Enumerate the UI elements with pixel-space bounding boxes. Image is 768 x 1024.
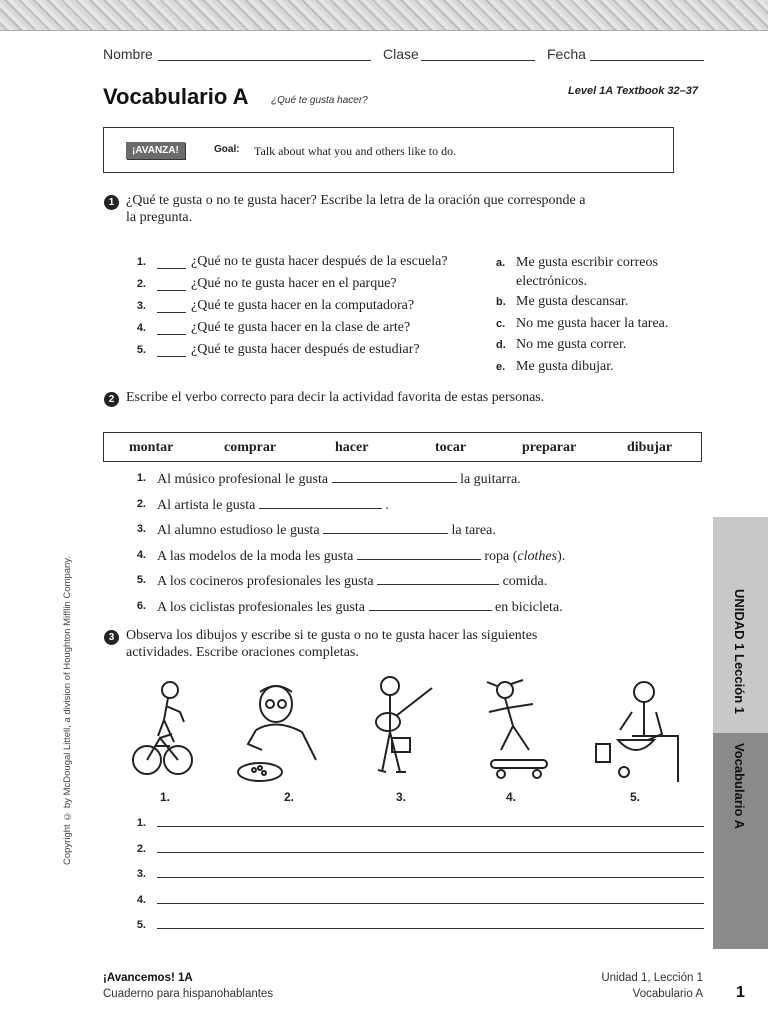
option-text-line1: Me gusta descansar.	[516, 294, 629, 309]
answer-number: 5.	[136, 919, 146, 931]
fecha-line[interactable]	[590, 60, 704, 61]
word-bank-item: hacer	[335, 440, 369, 455]
question-number: 5.	[136, 344, 146, 356]
option-text-line1: Me gusta dibujar.	[516, 359, 614, 374]
answer-number: 4.	[136, 893, 146, 906]
option-text-line1: No me gusta correr.	[516, 337, 627, 352]
eating-pizza-icon	[232, 680, 324, 784]
sentence-start: Al músico profesional le gusta	[157, 472, 329, 487]
answer-blank[interactable]	[157, 254, 186, 269]
option-text	[516, 292, 628, 311]
section-1-instruction	[126, 192, 585, 226]
option-text	[516, 357, 614, 376]
answer-blank[interactable]	[157, 298, 186, 313]
page-subtitle: ¿Qué te gusta hacer?	[271, 95, 368, 106]
option-letter: a.	[496, 257, 506, 269]
option-letter: e.	[496, 361, 506, 373]
cyclist-icon	[130, 676, 196, 784]
section-1-instruction-line2: la pregunta.	[126, 210, 193, 225]
option-text	[516, 314, 668, 333]
question-text: ¿Qué no te gusta hacer después de la escuela?	[191, 254, 448, 269]
section-3-number: 3	[104, 630, 119, 645]
option-text-line2: electrónicos.	[516, 274, 588, 289]
picture-label: 3.	[396, 790, 407, 804]
verb-blank[interactable]	[357, 547, 481, 560]
answer-blank[interactable]	[157, 320, 186, 335]
textbook-reference: Level 1A Textbook 32–37	[568, 85, 699, 97]
unit-side-tab	[713, 517, 768, 733]
question-number: 4.	[136, 322, 146, 334]
sentence-end: comida.	[502, 574, 548, 589]
verb-blank[interactable]	[259, 496, 382, 509]
sentence-italic: clothes	[517, 548, 558, 564]
copyright-notice: Copyright © by McDougal Littell, a division of Houghton Mifflin Company.	[62, 556, 73, 865]
fill-in-sentence	[157, 572, 547, 590]
word-bank-item: dibujar	[627, 440, 673, 455]
verb-blank[interactable]	[369, 598, 492, 611]
vocab-side-tab-label: Vocabulario A	[732, 743, 747, 829]
word-bank-item: comprar	[224, 440, 277, 455]
word-bank-item: tocar	[435, 440, 467, 455]
sentence-end: ropa (	[484, 548, 518, 564]
fill-in-sentence	[157, 521, 496, 539]
verb-blank[interactable]	[323, 521, 448, 534]
sentence-start: A los cocineros profesionales les gusta	[157, 574, 374, 589]
clase-line[interactable]	[421, 60, 535, 61]
answer-line[interactable]	[157, 826, 704, 827]
fecha-label: Fecha	[547, 46, 586, 62]
item-number: 6.	[136, 599, 146, 612]
footer-book-title: ¡Avancemos! 1A	[103, 972, 193, 984]
cooking-icon	[592, 678, 688, 784]
footer-section: Vocabulario A	[632, 988, 703, 1000]
verb-blank[interactable]	[332, 470, 457, 483]
answer-line[interactable]	[157, 928, 704, 929]
goal-box	[103, 127, 674, 173]
word-bank-item: preparar	[522, 440, 577, 455]
answer-blank[interactable]	[157, 342, 186, 357]
question-text: ¿Qué te gusta hacer en la computadora?	[191, 298, 415, 313]
question-number: 2.	[136, 278, 146, 290]
sentence-end: la guitarra.	[460, 472, 521, 487]
skateboarder-icon	[483, 676, 555, 784]
question-text: ¿Qué te gusta hacer después de estudiar?	[191, 342, 420, 357]
avanza-badge: ¡AVANZA!	[126, 142, 185, 159]
picture-label: 5.	[630, 790, 641, 804]
answer-line[interactable]	[157, 852, 704, 853]
footer-book-subtitle: Cuaderno para hispanohablantes	[103, 988, 274, 1000]
section-3-instruction	[126, 627, 537, 661]
nombre-label: Nombre	[103, 46, 153, 62]
sentence-start: Al artista le gusta	[157, 497, 256, 513]
option-text-line1: No me gusta hacer la tarea.	[516, 316, 669, 331]
fill-in-sentence	[157, 470, 521, 488]
sentence-end: en bicicleta.	[495, 599, 563, 615]
answer-number: 2.	[136, 842, 146, 855]
footer-unit: Unidad 1, Lección 1	[601, 972, 703, 984]
answer-number: 1.	[136, 817, 146, 829]
item-number: 3.	[136, 523, 146, 535]
option-letter: d.	[496, 339, 506, 351]
question-number: 1.	[136, 256, 146, 268]
section-2-instruction: Escribe el verbo correcto para decir la actividad favorita de estas personas.	[126, 390, 545, 405]
section-3-instruction-line2: actividades. Escribe oraciones completas.	[126, 645, 359, 660]
clase-label: Clase	[383, 46, 419, 62]
option-letter: c.	[496, 318, 506, 330]
fill-in-sentence	[157, 598, 563, 616]
option-text	[516, 335, 626, 354]
section-1-number: 1	[104, 195, 119, 210]
section-2-number: 2	[104, 392, 119, 407]
sentence-start: A las modelos de la moda les gusta	[157, 548, 354, 564]
word-bank-item: montar	[129, 440, 174, 455]
guitar-player-icon	[368, 672, 438, 784]
decorative-header-band	[0, 0, 768, 31]
section-3-instruction-line1: Observa los dibujos y escribe si te gusta o no te gusta hacer las siguientes	[126, 628, 538, 643]
unit-side-tab-label: UNIDAD 1 Lección 1	[732, 589, 747, 714]
goal-label: Goal:	[214, 144, 240, 155]
sentence-end: .	[385, 497, 389, 513]
fill-in-sentence	[157, 547, 565, 565]
picture-label: 1.	[160, 790, 171, 804]
fill-in-sentence	[157, 496, 389, 514]
goal-text: Talk about what you and others like to do.	[254, 144, 457, 158]
nombre-line[interactable]	[158, 60, 371, 61]
sentence-end-punct: ).	[557, 548, 566, 564]
item-number: 5.	[136, 574, 146, 586]
item-number: 2.	[136, 497, 146, 510]
word-bank	[103, 432, 702, 462]
item-number: 4.	[136, 548, 146, 561]
question-text: ¿Qué te gusta hacer en la clase de arte?	[191, 320, 411, 335]
option-text	[516, 253, 658, 291]
question-text: ¿Qué no te gusta hacer en el parque?	[191, 276, 397, 291]
sentence-end: la tarea.	[451, 523, 496, 538]
option-text-line1: Me gusta escribir correos	[516, 255, 658, 270]
picture-label: 4.	[506, 790, 517, 804]
picture-label: 2.	[284, 790, 295, 804]
option-letter: b.	[496, 296, 506, 308]
page-number: 1	[736, 984, 745, 1001]
page-title: Vocabulario A	[103, 84, 249, 109]
answer-line[interactable]	[157, 903, 704, 904]
question-number: 3.	[136, 300, 146, 312]
answer-blank[interactable]	[157, 276, 186, 291]
vocab-side-tab	[713, 733, 768, 949]
answer-number: 3.	[136, 868, 146, 880]
sentence-start: Al alumno estudioso le gusta	[157, 523, 320, 538]
sentence-start: A los ciclistas profesionales les gusta	[157, 599, 366, 615]
verb-blank[interactable]	[377, 572, 499, 585]
item-number: 1.	[136, 472, 146, 484]
answer-line[interactable]	[157, 877, 704, 878]
section-1-instruction-line1: ¿Qué te gusta o no te gusta hacer? Escribe la letra de la oración que corresponde a	[126, 193, 586, 208]
